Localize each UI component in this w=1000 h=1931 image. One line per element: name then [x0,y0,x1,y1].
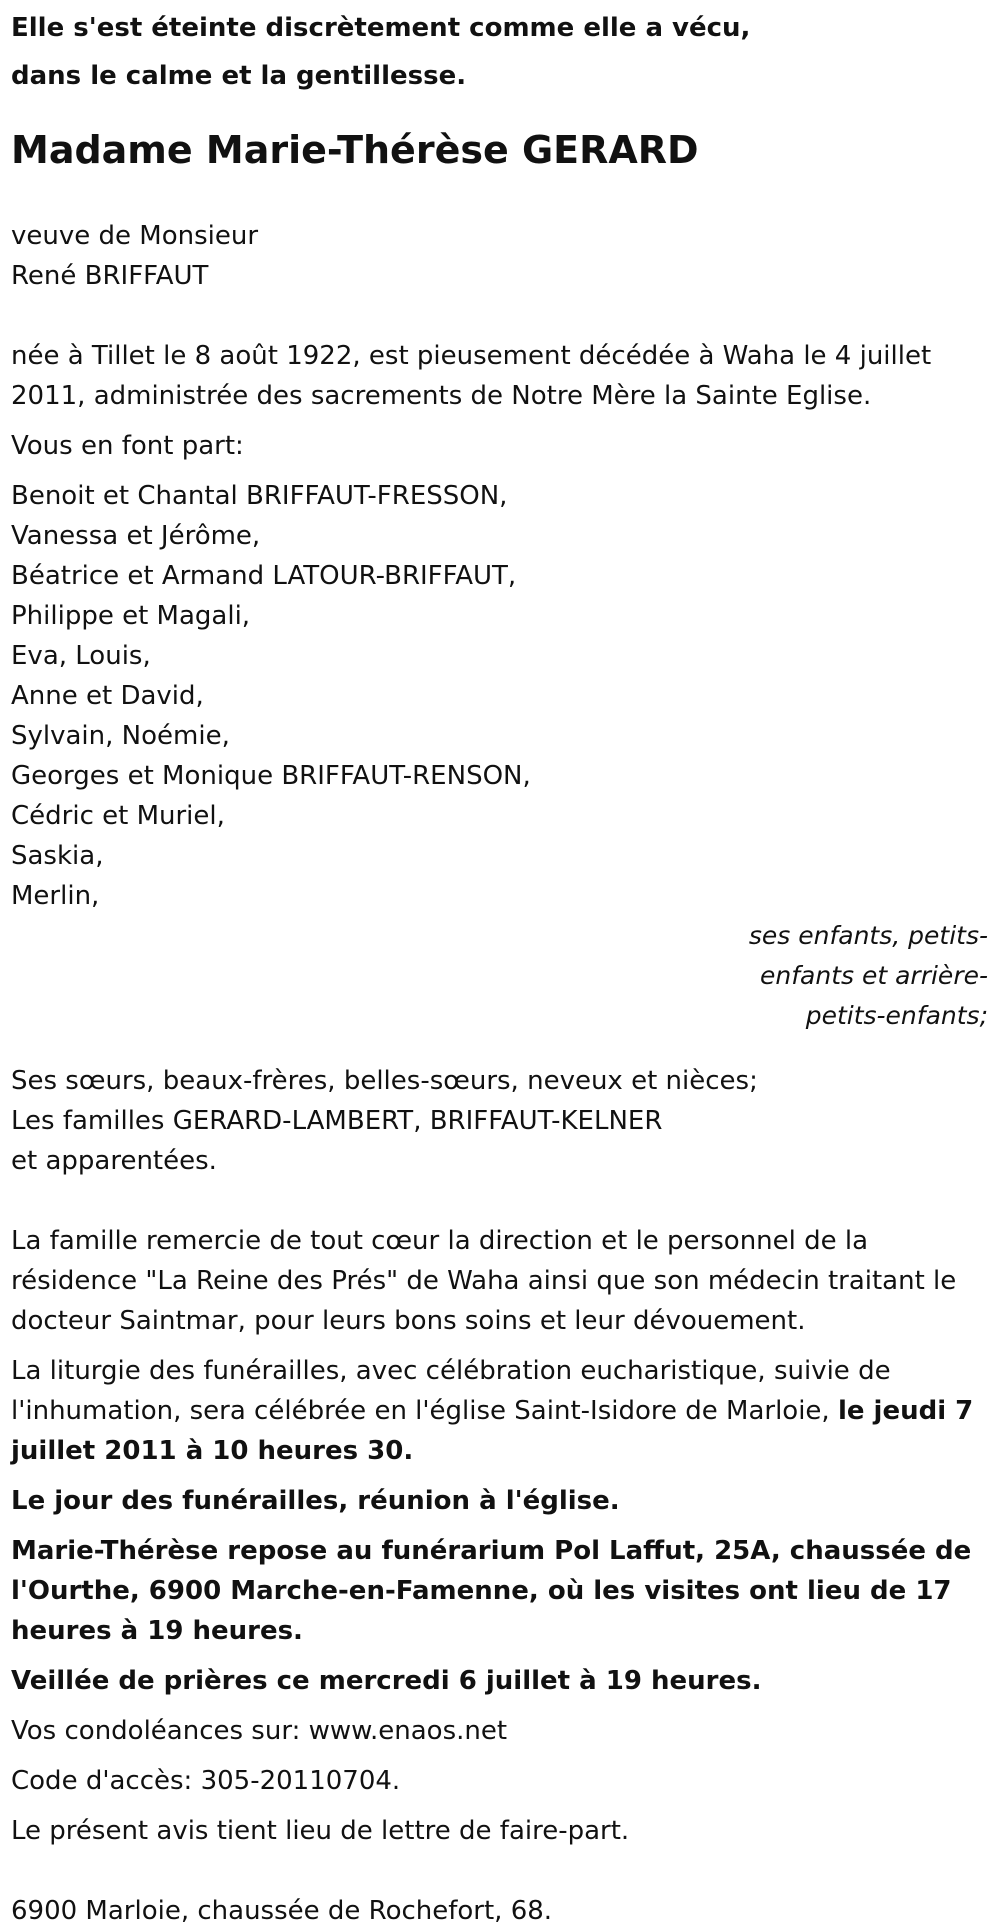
liturgy-line-2-text: l'inhumation, sera célébrée en l'église Saint-Isidore de Marloie, [11,1396,838,1426]
family-member: Saskia, [11,841,104,871]
notice-note: Le présent avis tient lieu de lettre de faire-part. [11,1816,630,1846]
widow-of [11,216,988,296]
family-member: Sylvain, Noémie, [11,721,230,751]
birth-death-details [11,336,988,416]
intro-line-2: dans le calme et la gentillesse. [11,61,467,91]
family-member: Cédric et Muriel, [11,801,225,831]
intro-line-1: Elle s'est éteinte discrètement comme elle a vécu, [11,13,751,43]
birth-line-2: 2011, administrée des sacrements de Notre Mère la Sainte Eglise. [11,381,872,411]
others-line-3: et apparentées. [11,1146,217,1176]
family-member: Eva, Louis, [11,641,151,671]
widow-line-2: René BRIFFAUT [11,261,209,291]
thanks-line-1: La famille remercie de tout cœur la direction et le personnel de la [11,1226,869,1256]
thanks-line-3: docteur Saintmar, pour leurs bons soins et leur dévouement. [11,1306,806,1336]
birth-line-1: née à Tillet le 8 août 1922, est pieusement décédée à Waha le 4 juillet [11,341,932,371]
announce-heading: Vous en font part: [11,431,244,461]
family-member: Philippe et Magali, [11,601,251,631]
other-relatives [11,1061,988,1181]
liturgy-line-2 [11,1391,988,1431]
rest-line-1: Marie-Thérèse repose au funérarium Pol Laffut, 25A, chaussée de [11,1536,972,1566]
relation-text: ses enfants, petits-enfants et arrière-petits-enfants; [748,921,988,1030]
family-member: Vanessa et Jérôme, [11,521,261,551]
liturgy-date-part-2: juillet 2011 à 10 heures 30. [11,1436,414,1466]
others-line-2: Les familles GERARD-LAMBERT, BRIFFAUT-KELNER [11,1106,663,1136]
rest-line-2: l'Ourthe, 6900 Marche-en-Famenne, où les visites ont lieu de 17 [11,1576,952,1606]
access-code: Code d'accès: 305-20110704. [11,1766,401,1796]
deceased-name: Madame Marie-Thérèse GERARD [11,128,699,172]
family-member: Benoit et Chantal BRIFFAUT-FRESSON, [11,481,508,511]
family-list [11,476,988,916]
repose-details [11,1531,988,1651]
meeting-note: Le jour des funérailles, réunion à l'église. [11,1486,620,1516]
thanks-line-2: résidence "La Reine des Prés" de Waha ainsi que son médecin traitant le [11,1266,957,1296]
family-member: Anne et David, [11,681,204,711]
relation-note [11,916,988,1036]
thanks-paragraph [11,1221,988,1341]
liturgy-line-1: La liturgie des funérailles, avec célébration eucharistique, suivie de [11,1356,891,1386]
liturgy-date-part-1: le jeudi 7 [837,1396,974,1426]
intro-text [11,0,988,100]
condolences-note: Vos condoléances sur: www.enaos.net [11,1716,508,1746]
liturgy-paragraph [11,1351,988,1471]
widow-line-1: veuve de Monsieur [11,221,259,251]
others-line-1: Ses sœurs, beaux-frères, belles-sœurs, neveux et nièces; [11,1066,758,1096]
family-member: Georges et Monique BRIFFAUT-RENSON, [11,761,531,791]
family-member: Béatrice et Armand LATOUR-BRIFFAUT, [11,561,517,591]
address: 6900 Marloie, chaussée de Rochefort, 68. [11,1896,553,1926]
vigil-note: Veillée de prières ce mercredi 6 juillet à 19 heures. [11,1666,762,1696]
family-member: Merlin, [11,881,100,911]
rest-line-3: heures à 19 heures. [11,1616,303,1646]
